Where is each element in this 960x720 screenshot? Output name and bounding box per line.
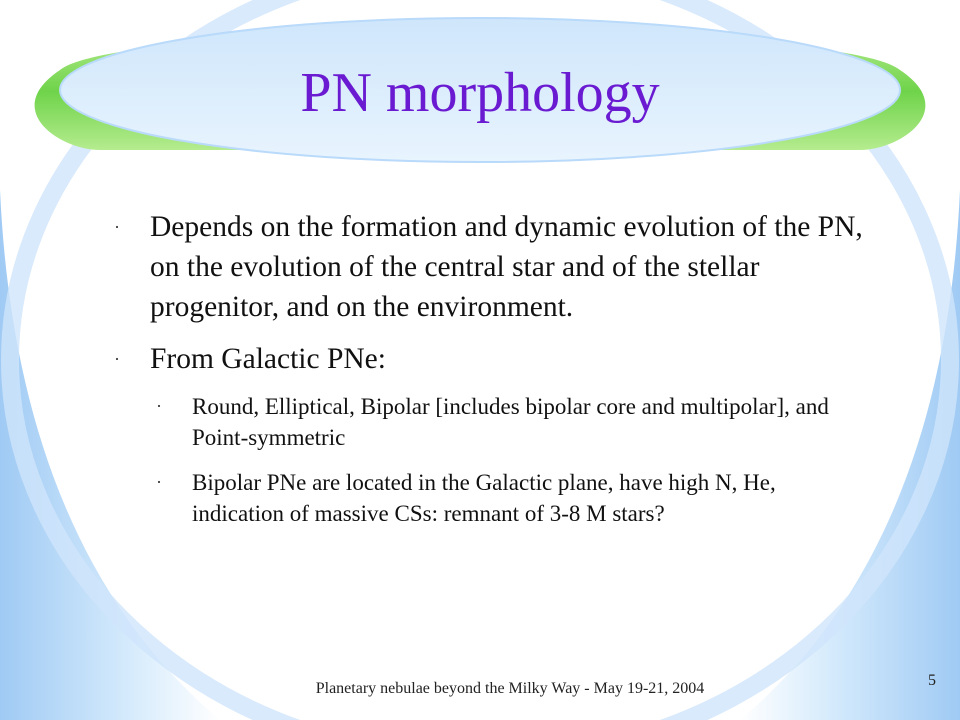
sub-bullet-text: Round, Elliptical, Bipolar [includes bipolar core and multipolar], and Point-symmetric [192, 394, 829, 450]
slide-footer: Planetary nebulae beyond the Milky Way - May 19-21, 2004 [315, 680, 705, 697]
bullet-list [112, 207, 872, 543]
bullet-item [112, 207, 872, 327]
sub-bullet-item [112, 391, 872, 453]
sub-bullet-text: Bipolar PNe are located in the Galactic plane, have high N, He, indication of massive CSs: remnant of 3-8 M stars? [192, 470, 776, 526]
bullet-item [112, 339, 872, 379]
bullet-text: Depends on the formation and dynamic evolution of the PN, on the evolution of the central star and of the stellar progenitor, and on the environment. [150, 211, 863, 323]
bullet-marker: · [114, 349, 120, 369]
slide-title: PN morphology [300, 62, 660, 124]
bullet-marker: · [114, 217, 120, 237]
page-number: 5 [928, 672, 936, 689]
bullet-marker: · [156, 472, 162, 492]
bullet-marker: · [156, 396, 162, 416]
sub-bullet-item [112, 467, 872, 529]
bullet-text: From Galactic PNe: [150, 343, 386, 375]
